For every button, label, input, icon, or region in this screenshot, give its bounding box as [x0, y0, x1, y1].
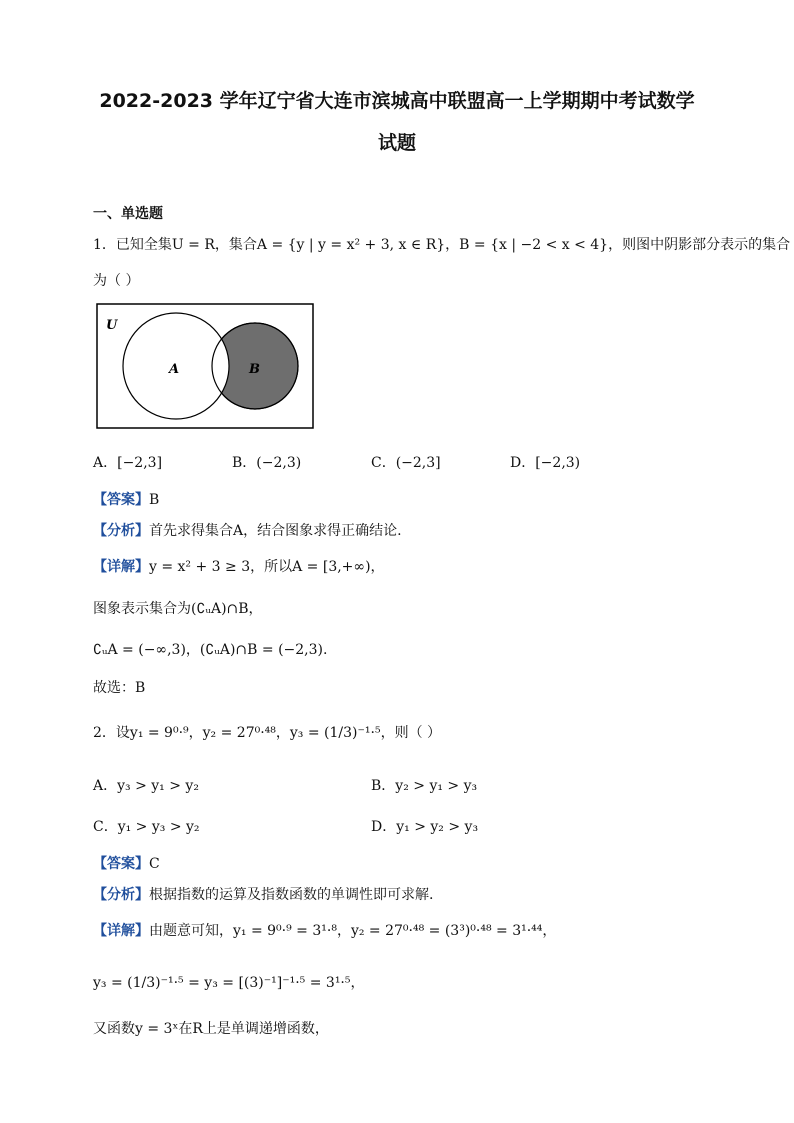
venn-diagram — [96, 303, 314, 429]
detail-text: 由题意可知，y₁ = 9⁰·⁹ = 3¹·⁸，y₂ = 27⁰·⁴⁸ = (3³)⁰·⁴⁸ = 3¹·⁴⁴， — [149, 923, 557, 939]
q1-answer — [93, 489, 159, 509]
analysis-text: 根据指数的运算及指数函数的单调性即可求解. — [149, 887, 434, 903]
q1-option-d: D．[−2,3) — [510, 455, 581, 471]
q2-answer — [93, 853, 160, 873]
q2-detail-line2: y₃ = (1/3)⁻¹·⁵ = y₃ = [(3)⁻¹]⁻¹·⁵ = 3¹·⁵， — [93, 975, 365, 991]
document-title-line1: 2022-2023 学年辽宁省大连市滨城高中联盟高一上学期期中考试数学 — [99, 90, 695, 112]
document-title-line2: 试题 — [377, 132, 416, 154]
universe-label: U — [106, 318, 118, 333]
answer-tag: 【答案】 — [93, 856, 149, 872]
detail-tag: 【详解】 — [93, 923, 149, 939]
q2-option-a: A．y₃ > y₁ > y₂ — [93, 778, 199, 794]
q2-option-b: B．y₂ > y₁ > y₃ — [371, 778, 478, 794]
q2-detail-line3: 又函数y = 3ˣ在R上是单调递增函数， — [93, 1021, 329, 1037]
analysis-tag: 【分析】 — [93, 887, 149, 903]
q1-stem-line2: 为（ ） — [93, 273, 140, 289]
q2-option-d: D．y₁ > y₂ > y₃ — [371, 819, 479, 835]
analysis-tag: 【分析】 — [93, 523, 149, 539]
detail-text: y = x² + 3 ≥ 3，所以A = [3,+∞)， — [149, 559, 385, 575]
q1-analysis — [93, 520, 402, 540]
q2-stem: 2．设y₁ = 9⁰·⁹，y₂ = 27⁰·⁴⁸，y₃ = (1/3)⁻¹·⁵，则（ ） — [93, 725, 442, 741]
q1-option-a: A．[−2,3] — [93, 455, 163, 471]
set-a-label: A — [169, 362, 180, 377]
analysis-text: 首先求得集合A，结合图象求得正确结论. — [149, 523, 402, 539]
detail-tag: 【详解】 — [93, 559, 149, 575]
q2-option-c: C．y₁ > y₃ > y₂ — [93, 819, 200, 835]
q2-detail — [93, 920, 556, 940]
set-b-label: B — [249, 362, 260, 377]
q1-stem-line1: 1．已知全集U = R，集合A = {y | y = x² + 3, x ∈ R}，B = {x | −2 < x < 4}，则图中阴影部分表示的集合 — [93, 237, 791, 253]
answer-value: B — [149, 492, 160, 508]
q1-detail-line2: 图象表示集合为(∁ᵤA)∩B， — [93, 601, 263, 617]
q1-option-b: B．(−2,3) — [232, 455, 302, 471]
answer-tag: 【答案】 — [93, 492, 149, 508]
section-heading: 一、单选题 — [93, 206, 163, 222]
q1-detail-line3: ∁ᵤA = (−∞,3)，(∁ᵤA)∩B = (−2,3). — [93, 642, 328, 658]
q1-conclusion: 故选：B — [93, 680, 146, 696]
q1-detail — [93, 556, 385, 576]
q1-option-c: C．(−2,3] — [371, 455, 441, 471]
q2-analysis — [93, 884, 433, 904]
answer-value: C — [149, 856, 160, 872]
